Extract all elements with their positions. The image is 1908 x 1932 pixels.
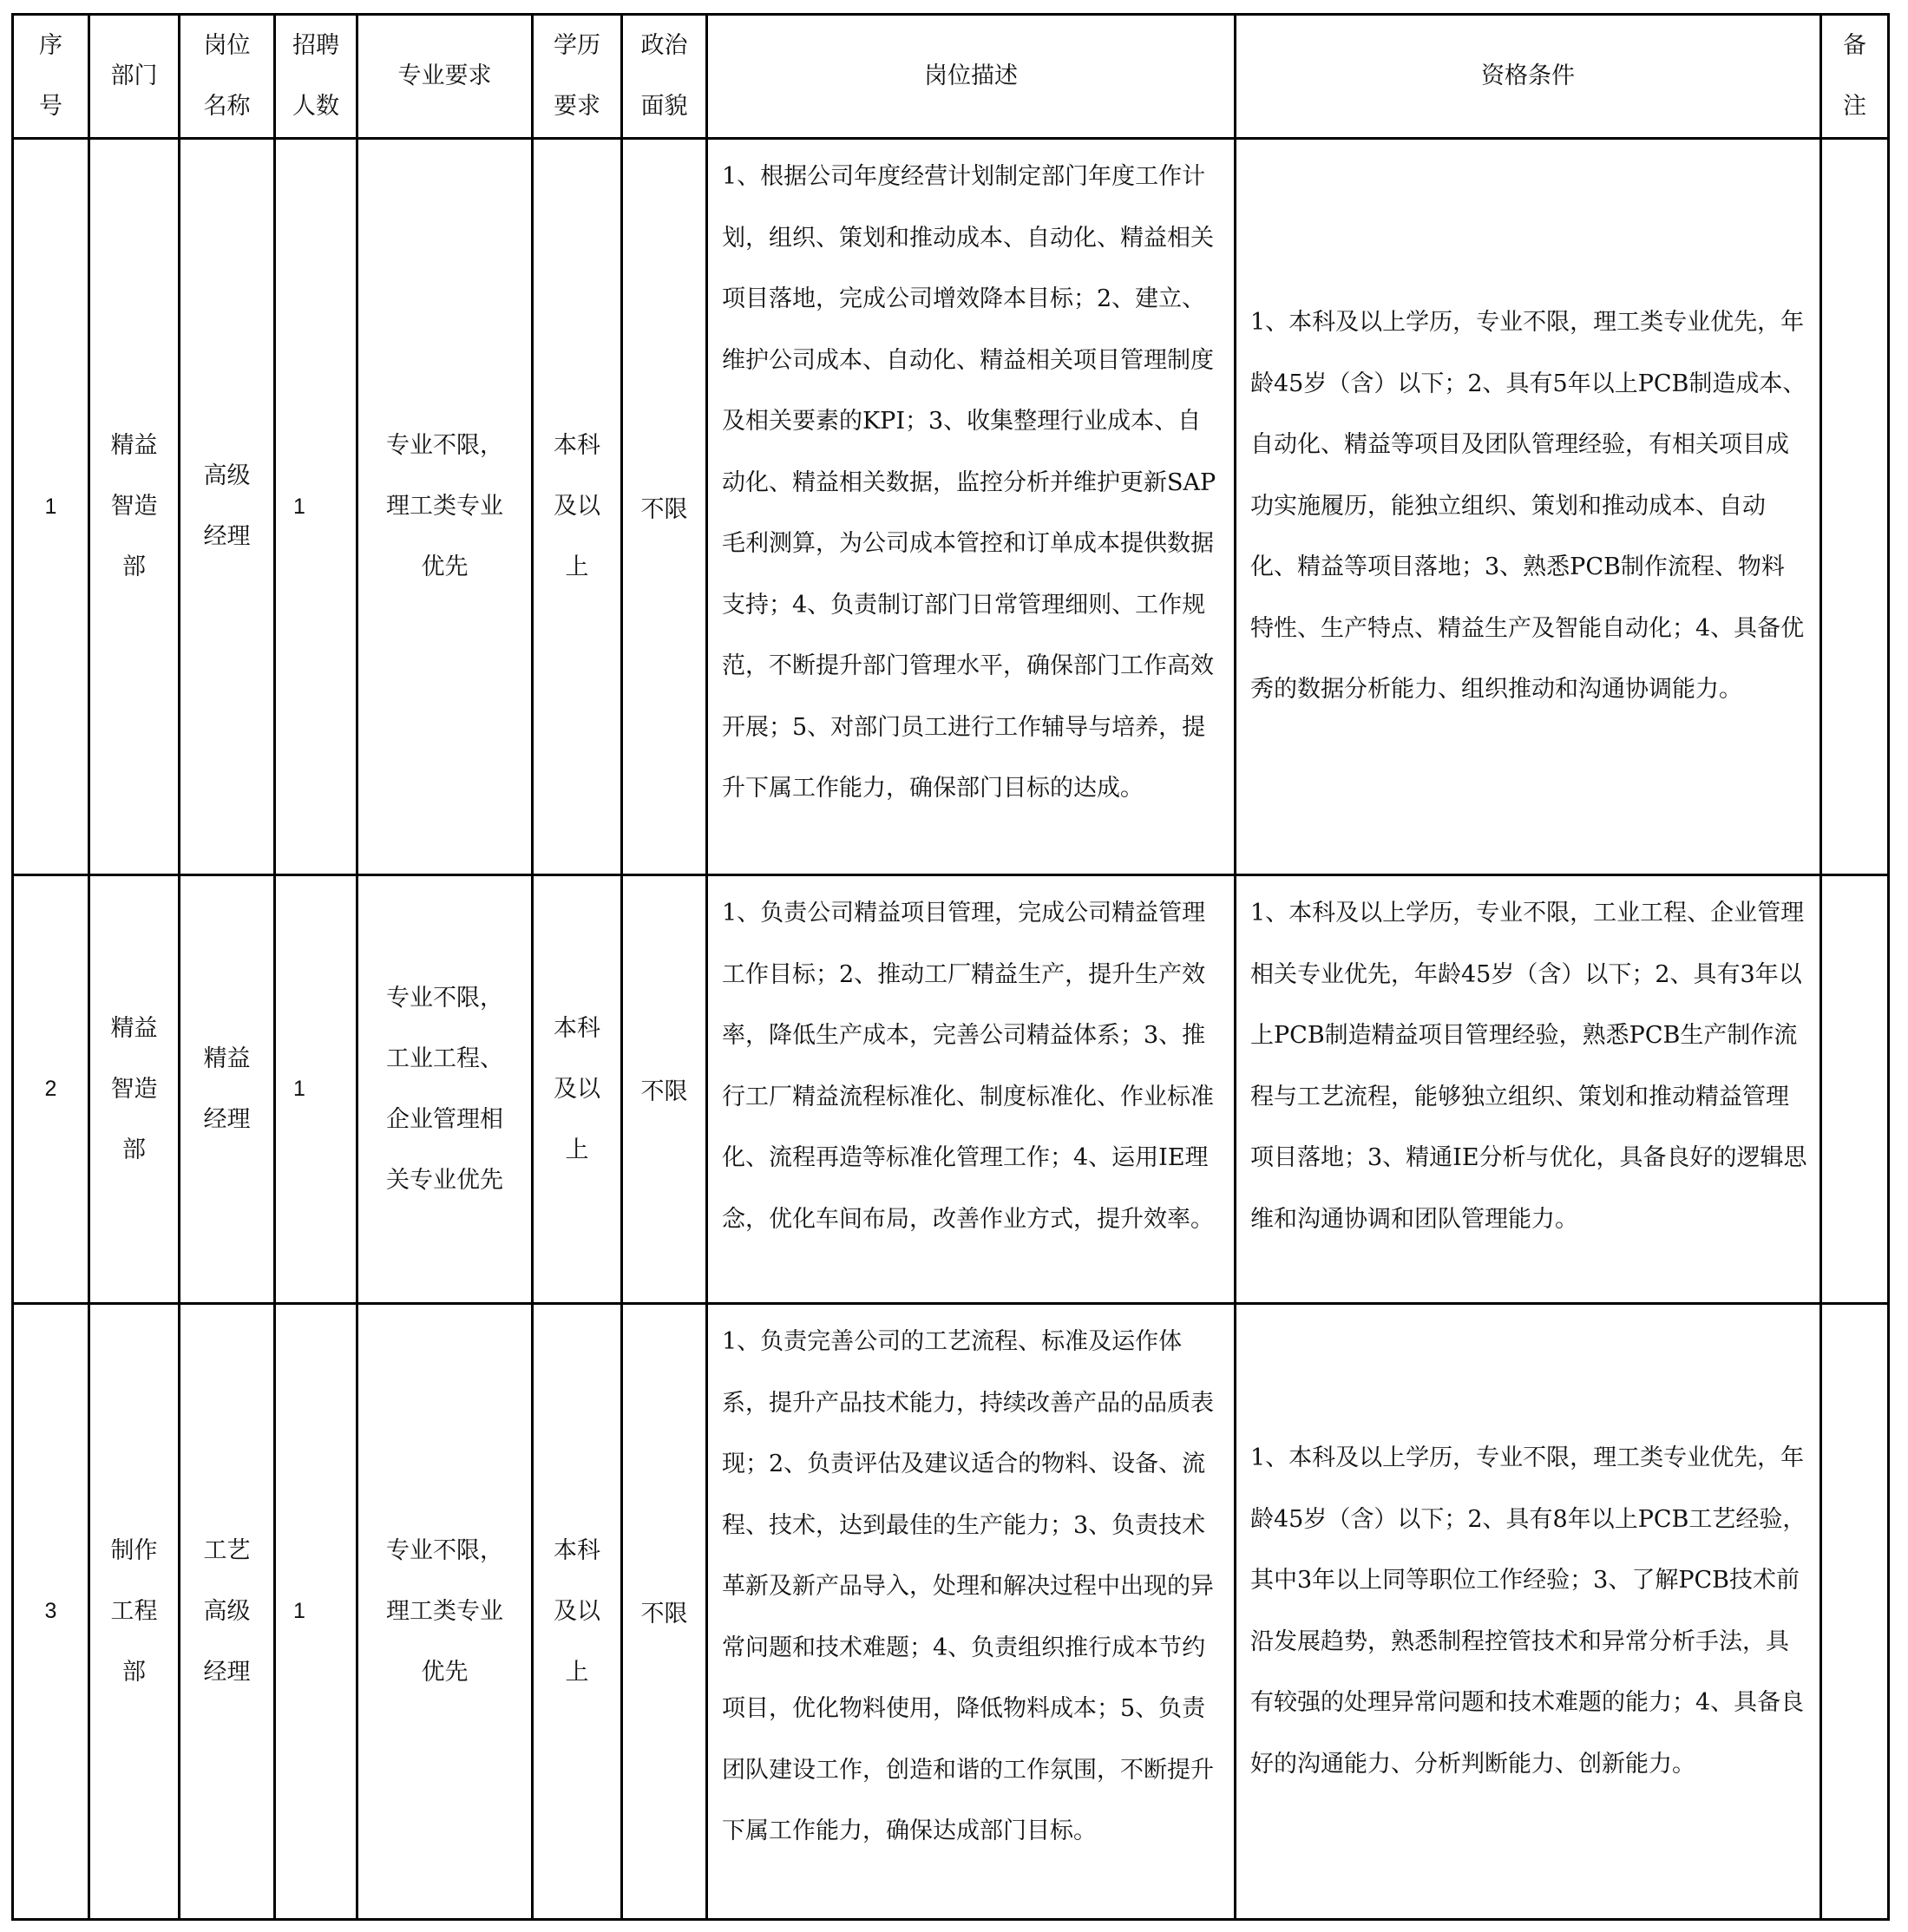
header-position: 岗位 名称 bbox=[180, 15, 275, 139]
cell-position: 工艺 高级 经理 bbox=[180, 1304, 275, 1920]
cell-political: 不限 bbox=[622, 139, 707, 875]
header-row bbox=[13, 15, 1889, 139]
cell-qualifications: 1、本科及以上学历，专业不限，理工类专业优先，年龄45岁（含）以下；2、具有5年以上PCB制造成本、自动化、精益等项目及团队管理经验，有相关项目成功实施履历，能独立组织、策划和推动成本、自动化、精益等项目落地；3、熟悉PCB制作流程、物料特性、生产特点、精益生产及智能自动化；4、具备优秀的数据分析能力、组织推动和沟通协调能力。 bbox=[1236, 139, 1821, 875]
table-row bbox=[13, 139, 1889, 875]
cell-seq: 1 bbox=[13, 139, 89, 875]
cell-education: 本科 及以 上 bbox=[533, 875, 622, 1304]
table-row bbox=[13, 1304, 1889, 1920]
cell-department: 精益 智造 部 bbox=[89, 875, 180, 1304]
cell-description: 1、根据公司年度经营计划制定部门年度工作计划，组织、策划和推动成本、自动化、精益相关项目落地，完成公司增效降本目标；2、建立、维护公司成本、自动化、精益相关项目管理制度及相关要素的KPI；3、收集整理行业成本、自动化、精益相关数据，监控分析并维护更新SAP毛利测算，为公司成本管控和订单成本提供数据支持；4、负责制订部门日常管理细则、工作规范，不断提升部门管理水平，确保部门工作高效开展；5、对部门员工进行工作辅导与培养，提升下属工作能力，确保部门目标的达成。 bbox=[707, 139, 1236, 875]
cell-political: 不限 bbox=[622, 875, 707, 1304]
cell-description: 1、负责完善公司的工艺流程、标准及运作体系，提升产品技术能力，持续改善产品的品质表现；2、负责评估及建议适合的物料、设备、流程、技术，达到最佳的生产能力；3、负责技术革新及新产品导入，处理和解决过程中出现的异常问题和技术难题；4、负责组织推行成本节约项目，优化物料使用，降低物料成本；5、负责团队建设工作，创造和谐的工作氛围，不断提升下属工作能力，确保达成部门目标。 bbox=[707, 1304, 1236, 1920]
cell-qualifications: 1、本科及以上学历，专业不限，理工类专业优先，年龄45岁（含）以下；2、具有8年以上PCB工艺经验，其中3年以上同等职位工作经验；3、了解PCB技术前沿发展趋势，熟悉制程控管技术和异常分析手法，具有较强的处理异常问题和技术难题的能力；4、具备良好的沟通能力、分析判断能力、创新能力。 bbox=[1236, 1304, 1821, 1920]
table-row bbox=[13, 875, 1889, 1304]
cell-major: 专业不限， 工业工程、 企业管理相 关专业优先 bbox=[357, 875, 533, 1304]
cell-position: 高级 经理 bbox=[180, 139, 275, 875]
recruitment-table bbox=[11, 13, 1890, 1921]
header-major: 专业要求 bbox=[357, 15, 533, 139]
header-qualifications: 资格条件 bbox=[1236, 15, 1821, 139]
cell-education: 本科 及以 上 bbox=[533, 139, 622, 875]
cell-remarks bbox=[1821, 139, 1889, 875]
cell-major: 专业不限， 理工类专业 优先 bbox=[357, 1304, 533, 1920]
cell-position: 精益 经理 bbox=[180, 875, 275, 1304]
cell-headcount: 1 bbox=[275, 1304, 357, 1920]
cell-seq: 2 bbox=[13, 875, 89, 1304]
cell-remarks bbox=[1821, 875, 1889, 1304]
header-headcount: 招聘 人数 bbox=[275, 15, 357, 139]
cell-seq: 3 bbox=[13, 1304, 89, 1920]
cell-qualifications: 1、本科及以上学历，专业不限，工业工程、企业管理相关专业优先，年龄45岁（含）以下；2、具有3年以上PCB制造精益项目管理经验，熟悉PCB生产制作流程与工艺流程，能够独立组织、策划和推动精益管理项目落地；3、精通IE分析与优化，具备良好的逻辑思维和沟通协调和团队管理能力。 bbox=[1236, 875, 1821, 1304]
cell-department: 精益 智造 部 bbox=[89, 139, 180, 875]
cell-description: 1、负责公司精益项目管理，完成公司精益管理工作目标；2、推动工厂精益生产，提升生产效率，降低生产成本，完善公司精益体系；3、推行工厂精益流程标准化、制度标准化、作业标准化、流程再造等标准化管理工作；4、运用IE理念，优化车间布局，改善作业方式，提升效率。 bbox=[707, 875, 1236, 1304]
cell-major: 专业不限， 理工类专业 优先 bbox=[357, 139, 533, 875]
header-department: 部门 bbox=[89, 15, 180, 139]
header-political: 政治 面貌 bbox=[622, 15, 707, 139]
header-seq: 序 号 bbox=[13, 15, 89, 139]
cell-department: 制作 工程 部 bbox=[89, 1304, 180, 1920]
header-remarks: 备 注 bbox=[1821, 15, 1889, 139]
cell-remarks bbox=[1821, 1304, 1889, 1920]
cell-headcount: 1 bbox=[275, 139, 357, 875]
header-education: 学历 要求 bbox=[533, 15, 622, 139]
cell-education: 本科 及以 上 bbox=[533, 1304, 622, 1920]
header-description: 岗位描述 bbox=[707, 15, 1236, 139]
cell-political: 不限 bbox=[622, 1304, 707, 1920]
cell-headcount: 1 bbox=[275, 875, 357, 1304]
